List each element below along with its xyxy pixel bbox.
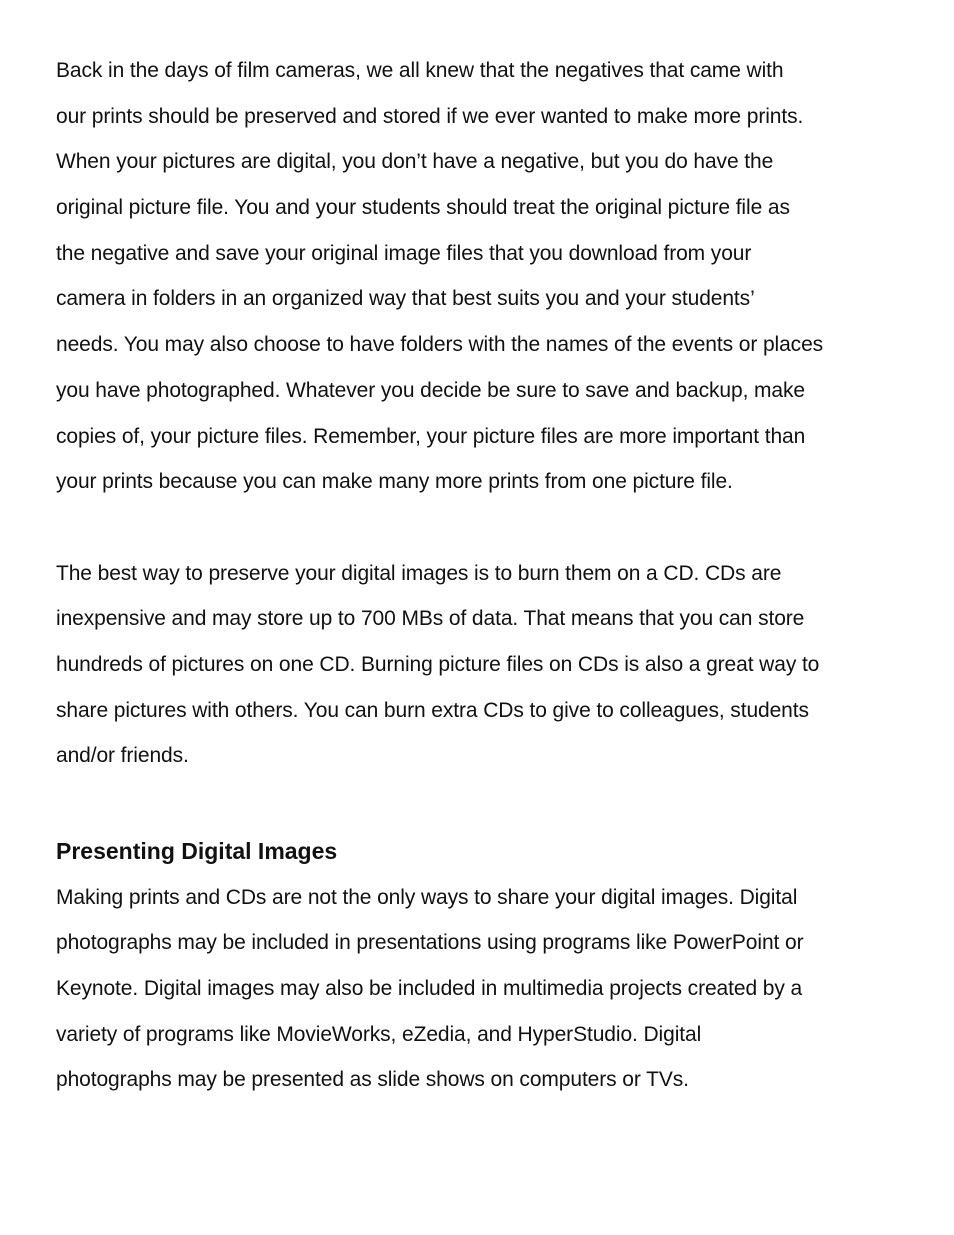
text-line: our prints should be preserved and stored if we ever wanted to make more prints. — [56, 104, 804, 128]
paragraph-burn-cd — [56, 551, 906, 779]
text-line: When your pictures are digital, you don’t have a negative, but you do have the — [56, 150, 774, 174]
text-line: camera in folders in an organized way that best suits you and your students’ — [56, 287, 755, 311]
text-line: copies of, your picture files. Remember, your picture files are more important than — [56, 424, 806, 448]
text-line: share pictures with others. You can burn extra CDs to give to colleagues, students — [56, 698, 809, 722]
text-line: Keynote. Digital images may also be included in multimedia projects created by a — [56, 977, 803, 1001]
text-line: The best way to preserve your digital images is to burn them on a CD. CDs are — [56, 561, 782, 585]
section-presenting-digital-images — [56, 827, 906, 1103]
text-line: and/or friends. — [56, 744, 189, 768]
text-line: variety of programs like MovieWorks, eZedia, and HyperStudio. Digital — [56, 1022, 702, 1046]
text-line: inexpensive and may store up to 700 MBs of data. That means that you can store — [56, 607, 805, 631]
paragraph-film-negatives — [56, 48, 906, 505]
paragraph-spacer — [56, 505, 906, 551]
text-line: hundreds of pictures on one CD. Burning picture files on CDs is also a great way to — [56, 652, 820, 676]
text-line: the negative and save your original image files that you download from your — [56, 241, 752, 265]
text-line: needs. You may also choose to have folders with the names of the events or places — [56, 333, 824, 357]
paragraph-spacer — [56, 779, 906, 825]
section-heading: Presenting Digital Images — [56, 837, 338, 864]
text-line: your prints because you can make many more prints from one picture file. — [56, 470, 733, 494]
text-line: Back in the days of film cameras, we all knew that the negatives that came with — [56, 59, 784, 82]
text-line: you have photographed. Whatever you decide be sure to save and backup, make — [56, 378, 805, 402]
text-line: photographs may be included in presentations using programs like PowerPoint or — [56, 931, 804, 955]
text-line: original picture file. You and your students should treat the original picture file as — [56, 196, 790, 220]
text-line: Making prints and CDs are not the only ways to share your digital images. Digital — [56, 885, 798, 909]
text-line: photographs may be presented as slide shows on computers or TVs. — [56, 1068, 689, 1092]
document-page — [56, 48, 906, 1103]
